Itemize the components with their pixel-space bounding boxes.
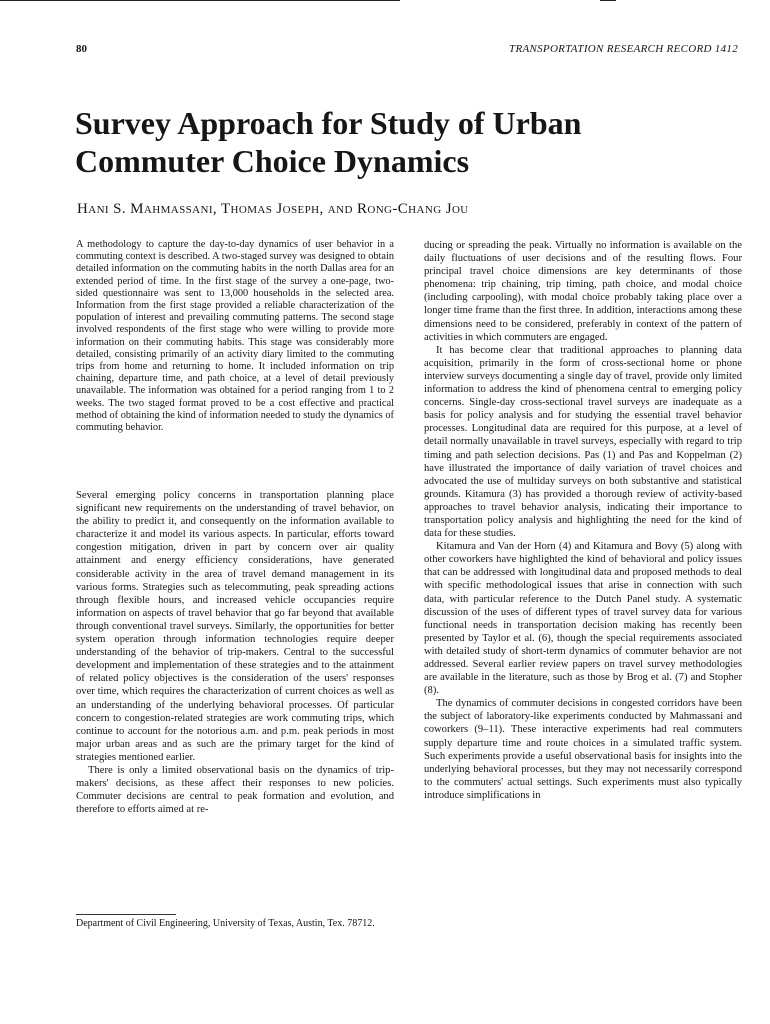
running-header [76,43,738,57]
abstract [76,239,394,434]
footnote-rule [76,914,176,915]
paper-title [75,104,715,180]
title-line-1: Survey Approach for Study of Urban [75,105,582,141]
body-paragraph: It has become clear that traditional approaches to planning data acquisition, primarily in the form of cross-sectional home or phone interview surveys documenting a single day of travel, provide only limited information to address the kind of phenomena central to emerging policy concerns. Single-day cross-sectional travel surveys are inadequate as a basis for policy analysis and for studying the essential travel behavior processes. Longitudinal data are required for this purpose, at a level of detail normally unavailable in travel surveys, especially with regard to trip timing and path selection decisions. Pas (1) and Pas and Koppelman (2) have illustrated the importance of daily variation of travel choices and advocated the use of multiday surveys on both substantive and statistical grounds. Kitamura (3) has provided a thorough review of activity-based approaches to travel behavior analysis, indicating their importance to transportation policy analysis and highlighting the need for the kind of data for these studies. [424,344,742,540]
body-paragraph: Several emerging policy concerns in transportation planning place significant new requirements on the understanding of travel behavior, on the ability to predict it, and consequently on the information available to characterize it and model its various aspects. In particular, efforts toward congestion mitigation, driven in part by concern over air quality attainment and energy efficiency considerations, have generated considerable activity in the area of travel demand management in its various forms. Strategies such as telecommuting, peak spreading actions through flexible hours, and increased vehicle occupancies require information on aspects of travel behavior that go far beyond that available through conventional travel surveys. Similarly, the opportunities for better system operation through information technologies require deeper understanding of the behavior of trip-makers. Central to the successful development and implementation of these strategies and to the attainment of related policy objectives is the consideration of the users' responses over time, which requires the characterization of current choices as well as an understanding of the underlying behavioral processes. Of particular concern to congestion-related strategies are work commuting trips, which continue to account for the notorious a.m. and p.m. peak periods in most major urban areas and as such are the primary target for the kind of strategies mentioned earlier. [76,490,394,763]
journal-title: TRANSPORTATION RESEARCH RECORD 1412 [509,43,738,55]
title-line-2: Commuter Choice Dynamics [75,143,470,179]
body-paragraph: ducing or spreading the peak. Virtually no information is available on the daily fluctuations of user decisions and of the resulting flows. Four principal travel choice dimensions are key determinants of those phenomena: trip chaining, trip timing, path choice, and modal choice (including carpooling), with modal choice probably taking place over a longer time frame than the first three. In addition, interactions among these dimensions need to be considered, preferably in context of the pattern of activities in which commuters are engaged. [424,240,743,343]
authors: Hani S. Mahmassani, Thomas Joseph, and Rong-Chang Jou [77,201,469,217]
body-paragraph: The dynamics of commuter decisions in congested corridors have been the subject of laboratory-like experiments conducted by Mahmassani and coworkers (9–11). These interactive experiments had real commuters supply departure time and route choices in a simulated traffic system. Such experiments provide a useful observational basis for insights into the underlying behavioral processes, but they may not necessarily correspond to the commuters' actual settings. Such experiments must also typically introduce simplifications in [424,698,742,801]
abstract-text: A methodology to capture the day-to-day dynamics of user behavior in a commuting context is described. A two-staged survey was designed to obtain detailed information on the commuting habits in the north Dallas area for an extended period of time. In the first stage of the survey a one-page, two-sided questionnaire was sent to 13,000 households in the selected area. Information from the first stage provided a reliable characterization of the population of interest and prevailing commuting patterns. The second stage involved respondents of the first stage who were willing to provide more information on their commuting habits. This stage was considerably more detailed, consisting primarily of an activity diary limited to the commuting trips from home and returning to home. It included information on trip chaining, departure time, and path choice, at a level of detail previously unavailable. The information was obtained for a period ranging from 1 to 2 weeks. The two staged format proved to be a cost effective and practical method of obtaining the kind of information needed to study the dynamics of commuting behavior. [76,239,394,434]
scan-top-rule-right [600,0,616,1]
body-right-column [424,239,742,802]
body-paragraph: There is only a limited observational basis on the dynamics of trip-makers' decisions, as these affect their responses to new policies. Commuter decisions are central to peak formation and evolution, and therefore to efforts aimed at re- [76,764,394,816]
body-paragraph: Kitamura and Van der Horn (4) and Kitamura and Bovy (5) along with other coworkers have highlighted the kind of behavioral and policy issues that can be addressed with longitudinal data and proposed methods to deal with specific methodological issues that arise in connection with such data, with particular reference to the Dutch Panel study. A systematic discussion of the uses of different types of travel survey data for various functional needs in transportation decision making has recently been presented by Taylor et al. (6), though the special requirements associated with detailed study of short-term dynamics of commuter behavior are not addressed. Several earlier review papers on travel survey methodologies are available in the literature, such as those by Brog et al. (7) and Stopher (8). [424,541,742,697]
scan-top-rule [0,0,400,1]
page-number: 80 [76,43,87,55]
body-left-column [76,489,394,816]
author-affiliation-footnote: Department of Civil Engineering, University of Texas, Austin, Tex. 78712. [76,918,375,929]
